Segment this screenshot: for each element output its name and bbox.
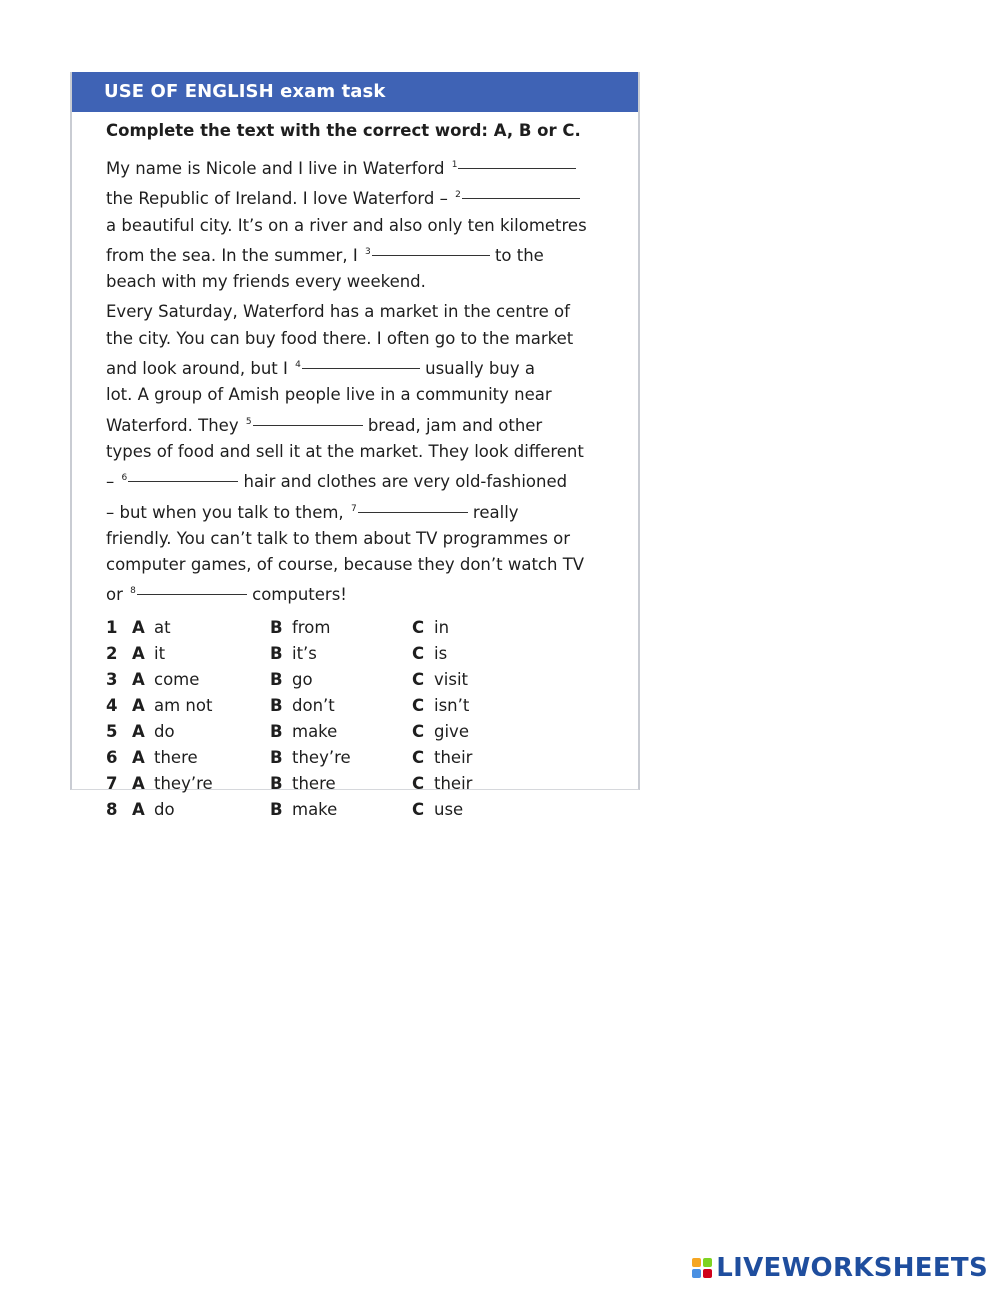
option-letter: C <box>412 800 425 820</box>
option-7-c[interactable] <box>412 771 532 797</box>
option-letter: A <box>132 722 145 742</box>
task-instruction: Complete the text with the correct word: A, B or C. <box>106 121 581 140</box>
option-3-b[interactable] <box>270 667 412 693</box>
option-word: it’s <box>292 643 317 663</box>
text-line <box>106 152 622 182</box>
option-6-a[interactable] <box>132 745 270 771</box>
text-line: friendly. You can’t talk to them about TV programmes or <box>106 528 571 548</box>
option-letter: B <box>270 800 283 820</box>
text-segment: hair and clothes are very old-fashioned <box>243 472 568 492</box>
answer-options <box>106 615 622 824</box>
option-letter: A <box>132 643 145 663</box>
text-line <box>106 409 622 439</box>
option-2-b[interactable] <box>270 641 412 667</box>
option-row-4 <box>106 693 622 719</box>
option-4-b[interactable] <box>270 693 412 719</box>
text-line: Every Saturday, Waterford has a market in the centre of <box>106 302 570 322</box>
option-3-a[interactable] <box>132 667 270 693</box>
option-5-c[interactable] <box>412 719 532 745</box>
option-letter: A <box>132 669 145 689</box>
option-number: 7 <box>106 774 118 794</box>
option-8-c[interactable] <box>412 797 532 823</box>
gap-number-3: 3 <box>364 246 371 257</box>
option-1-b[interactable] <box>270 615 412 641</box>
gap-3-blank[interactable] <box>372 255 490 256</box>
option-row-2 <box>106 641 622 667</box>
option-letter: C <box>412 722 425 742</box>
option-letter: B <box>270 696 283 716</box>
option-letter: A <box>132 617 145 637</box>
option-word: from <box>292 617 331 637</box>
option-word: visit <box>434 669 468 689</box>
option-word: give <box>434 722 469 742</box>
option-row-6 <box>106 745 622 771</box>
option-8-a[interactable] <box>132 797 270 823</box>
option-row-3 <box>106 667 622 693</box>
option-number: 4 <box>106 696 118 716</box>
gap-8-blank[interactable] <box>137 594 247 595</box>
option-number: 8 <box>106 800 118 820</box>
option-word: don’t <box>292 696 335 716</box>
option-word: at <box>154 617 171 637</box>
logo-text: LIVEWORKSHEETS <box>716 1253 988 1283</box>
option-8-b[interactable] <box>270 797 412 823</box>
option-letter: B <box>270 617 283 637</box>
option-5-b[interactable] <box>270 719 412 745</box>
option-word: make <box>292 800 338 820</box>
option-letter: C <box>412 643 425 663</box>
option-letter: A <box>132 800 145 820</box>
option-7-a[interactable] <box>132 771 270 797</box>
exam-task-card <box>70 72 640 820</box>
option-word: there <box>292 774 336 794</box>
option-word: is <box>434 643 448 663</box>
option-letter: C <box>412 669 425 689</box>
option-letter: B <box>270 643 283 663</box>
option-row-1 <box>106 615 622 641</box>
option-row-8 <box>106 797 622 823</box>
option-letter: C <box>412 748 425 768</box>
text-segment: really <box>472 502 519 522</box>
text-line <box>106 496 622 526</box>
option-number: 3 <box>106 669 118 689</box>
gap-2-blank[interactable] <box>462 198 580 199</box>
option-letter: C <box>412 617 425 637</box>
option-letter: A <box>132 748 145 768</box>
text-line: the city. You can buy food there. I often go to the market <box>106 328 574 348</box>
text-segment: the Republic of Ireland. I love Waterford – <box>106 189 448 209</box>
option-row-7 <box>106 771 622 797</box>
card-header: USE OF ENGLISH exam task <box>72 72 638 112</box>
option-word: their <box>434 748 473 768</box>
text-line <box>106 352 622 382</box>
option-letter: B <box>270 669 283 689</box>
option-letter: B <box>270 748 283 768</box>
option-3-c[interactable] <box>412 667 532 693</box>
option-letter: B <box>270 774 283 794</box>
card-content <box>72 112 638 824</box>
text-line: lot. A group of Amish people live in a community near <box>106 385 552 405</box>
option-word: there <box>154 748 198 768</box>
option-letter: A <box>132 774 145 794</box>
paragraph-1 <box>106 152 622 295</box>
option-word: in <box>434 617 450 637</box>
option-word: they’re <box>292 748 351 768</box>
option-letter: C <box>412 774 425 794</box>
option-number: 1 <box>106 617 118 637</box>
option-letter: A <box>132 696 145 716</box>
text-line: beach with my friends every weekend. <box>106 272 426 292</box>
text-segment: Waterford. They <box>106 415 239 435</box>
text-segment: – <box>106 472 115 492</box>
option-number: 6 <box>106 748 118 768</box>
gap-number-2: 2 <box>455 190 461 201</box>
option-word: make <box>292 722 338 742</box>
gap-number-4: 4 <box>295 360 301 371</box>
logo-square <box>703 1258 712 1267</box>
text-segment: and look around, but I <box>106 359 288 379</box>
option-number: 5 <box>106 722 118 742</box>
option-word: they’re <box>154 774 213 794</box>
text-line: types of food and sell it at the market. They look different <box>106 441 584 461</box>
option-1-c[interactable] <box>412 615 532 641</box>
option-letter: B <box>270 722 283 742</box>
option-row-5 <box>106 719 622 745</box>
option-7-b[interactable] <box>270 771 412 797</box>
option-2-a[interactable] <box>132 641 270 667</box>
gap-number-6: 6 <box>121 473 128 484</box>
option-2-c[interactable] <box>412 641 532 667</box>
gap-5-blank[interactable] <box>253 425 363 426</box>
gap-number-5: 5 <box>245 416 252 427</box>
logo-square <box>692 1258 701 1267</box>
gap-7-blank[interactable] <box>358 512 468 513</box>
option-number: 2 <box>106 643 118 663</box>
text-line <box>106 182 622 212</box>
text-segment: My name is Nicole and I live in Waterford <box>106 159 445 178</box>
text-line: a beautiful city. It’s on a river and also only ten kilometres <box>106 215 587 235</box>
text-segment: computers! <box>252 585 347 605</box>
gap-number-7: 7 <box>350 503 357 514</box>
text-line: computer games, of course, because they don’t watch TV <box>106 555 585 575</box>
option-4-c[interactable] <box>412 693 532 719</box>
option-word: isn’t <box>434 696 470 716</box>
liveworksheets-logo <box>692 1254 988 1282</box>
paragraph-2 <box>106 299 622 608</box>
option-word: it <box>154 643 166 663</box>
text-segment: usually buy a <box>425 359 535 379</box>
text-segment: from the sea. In the summer, I <box>106 245 358 265</box>
gap-number-8: 8 <box>130 586 136 597</box>
logo-mark-icon <box>692 1258 712 1278</box>
gap-4-blank[interactable] <box>302 368 420 369</box>
option-1-a[interactable] <box>132 615 270 641</box>
text-segment: – but when you talk to them, <box>106 502 344 522</box>
option-word: am not <box>154 696 213 716</box>
option-5-a[interactable] <box>132 719 270 745</box>
text-segment: bread, jam and other <box>367 415 543 435</box>
option-word: come <box>154 669 200 689</box>
option-word: go <box>292 669 313 689</box>
option-6-c[interactable] <box>412 745 532 771</box>
option-letter: C <box>412 696 425 716</box>
gap-6-blank[interactable] <box>128 481 238 482</box>
text-line <box>106 578 622 608</box>
option-word: do <box>154 800 175 820</box>
option-4-a[interactable] <box>132 693 270 719</box>
logo-square <box>703 1269 712 1278</box>
gap-1-blank[interactable] <box>458 168 576 169</box>
option-word: do <box>154 722 175 742</box>
text-line <box>106 239 622 269</box>
option-word: use <box>434 800 464 820</box>
logo-square <box>692 1269 701 1278</box>
gap-number-1: 1 <box>451 160 458 170</box>
text-segment: to the <box>494 245 544 265</box>
text-line <box>106 465 622 495</box>
option-6-b[interactable] <box>270 745 412 771</box>
option-word: their <box>434 774 473 794</box>
text-segment: or <box>106 585 123 605</box>
